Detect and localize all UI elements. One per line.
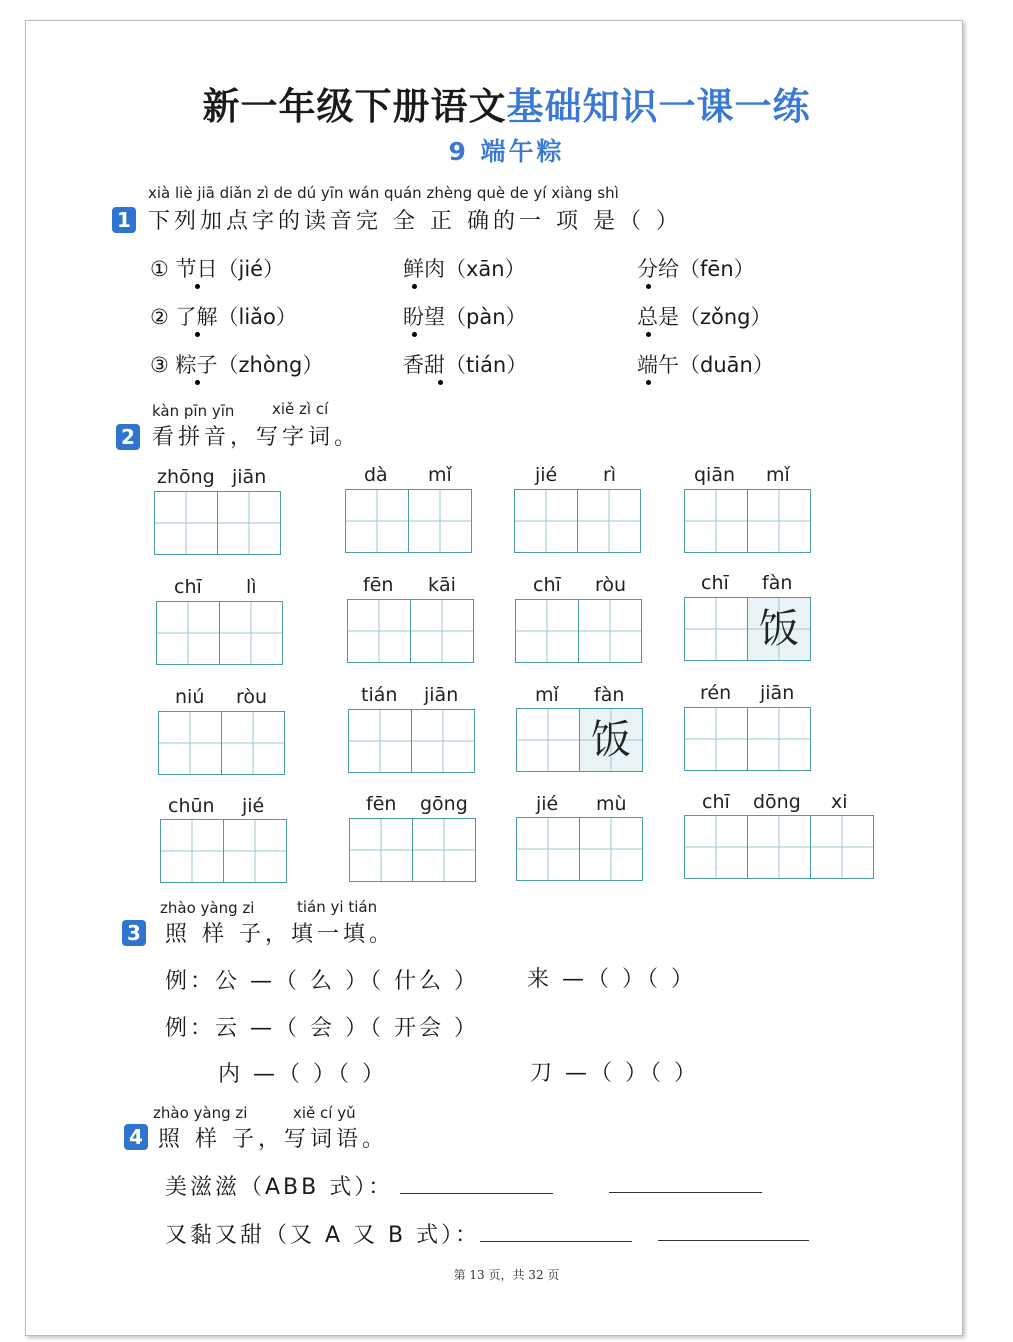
writing-cell[interactable]	[684, 489, 748, 553]
q3-blank-dao[interactable]: 刀 —（ ）（ ）	[530, 1061, 699, 1086]
q1-option-2-b: 盼望（pàn）	[403, 305, 527, 329]
word-pinyin: mǐ	[766, 464, 790, 486]
word-pinyin: fēn	[366, 793, 397, 815]
page-number: 第 13 页，共 32 页	[453, 1268, 560, 1282]
writing-cell[interactable]	[747, 707, 811, 771]
q3-example-2: 例：云 —（ 会 ）（ 开会 ）	[165, 1016, 479, 1041]
q2-pinyin-1: kàn pīn yīn	[152, 402, 235, 420]
q4-pinyin-2: xiě cí yǔ	[293, 1104, 356, 1122]
word-pinyin: mǐ	[428, 464, 452, 486]
q4-pinyin-1: zhào yàng zi	[153, 1104, 248, 1122]
writing-grid[interactable]	[684, 815, 872, 879]
q3-pinyin-2: tián yi tián	[297, 898, 378, 916]
word-pinyin: qiān	[694, 464, 736, 486]
word-pinyin: xi	[831, 791, 848, 813]
writing-cell[interactable]	[349, 818, 413, 882]
word-pinyin: rì	[603, 464, 617, 486]
word-pinyin: rén	[700, 682, 732, 704]
writing-grid[interactable]	[156, 601, 282, 665]
word-pinyin: fēn	[363, 574, 394, 596]
writing-cell[interactable]	[684, 597, 748, 661]
writing-grid[interactable]	[515, 599, 641, 663]
writing-grid[interactable]	[349, 818, 475, 882]
q1-option-1-b: 鲜肉（xān）	[403, 257, 526, 281]
writing-grid[interactable]	[160, 819, 286, 883]
q4-item-abb: 美滋滋（ABB 式）：	[165, 1175, 394, 1200]
writing-cell[interactable]	[515, 599, 579, 663]
q4-question: 照 样 子，写词语。	[158, 1127, 388, 1152]
writing-grid[interactable]	[684, 489, 810, 553]
writing-grid[interactable]	[158, 711, 284, 775]
q1-option-3-c: 端午（duān）	[637, 353, 774, 377]
q3-blank-nei[interactable]: 内 —（ ）（ ）	[218, 1062, 387, 1087]
word-pinyin: niú	[175, 686, 205, 708]
writing-cell[interactable]	[684, 707, 748, 771]
writing-cell[interactable]	[345, 489, 409, 553]
word-pinyin: chī	[174, 576, 202, 598]
writing-cell[interactable]	[514, 489, 578, 553]
writing-grid[interactable]	[684, 707, 810, 771]
word-pinyin: dà	[364, 464, 388, 486]
writing-cell-prefilled: 饭	[747, 597, 811, 661]
q4-item-aabb: 又黏又甜（又 A 又 B 式）：	[165, 1223, 481, 1248]
emphasis-dot	[412, 332, 417, 337]
writing-cell[interactable]	[154, 491, 218, 555]
word-pinyin: mǐ	[535, 684, 559, 706]
emphasis-dot	[646, 332, 651, 337]
answer-line[interactable]	[658, 1240, 809, 1241]
word-pinyin: ròu	[595, 574, 627, 596]
writing-cell[interactable]	[408, 489, 472, 553]
q1-number-badge: 1	[112, 207, 136, 233]
q1-option-2-a: ② 了解（liǎo）	[150, 305, 297, 329]
emphasis-dot	[195, 332, 200, 337]
word-pinyin: dōng	[753, 791, 801, 813]
emphasis-dot	[412, 284, 417, 289]
writing-cell[interactable]	[160, 819, 224, 883]
q1-option-1-a: ① 节日（jié）	[150, 257, 285, 281]
q2-question: 看拼音，写字词。	[152, 425, 361, 450]
writing-cell[interactable]	[223, 819, 287, 883]
word-pinyin: tián	[361, 684, 398, 706]
word-pinyin: jié	[242, 795, 265, 817]
word-pinyin: mù	[596, 793, 627, 815]
q3-pinyin-1: zhào yàng zi	[160, 899, 255, 917]
word-pinyin: jié	[536, 793, 559, 815]
writing-cell[interactable]	[578, 599, 642, 663]
page-title: 新一年级下册语文基础知识一课一练	[202, 85, 811, 128]
writing-grid[interactable]	[345, 489, 471, 553]
q3-blank-lai[interactable]: 来 —（ ）（ ）	[527, 967, 696, 992]
word-pinyin: zhōng	[157, 466, 215, 488]
emphasis-dot	[195, 380, 200, 385]
writing-cell[interactable]	[410, 599, 474, 663]
emphasis-dot	[646, 380, 651, 385]
word-pinyin: jiān	[760, 682, 795, 704]
word-pinyin: fàn	[594, 684, 625, 706]
writing-cell[interactable]	[219, 601, 283, 665]
word-pinyin: chī	[701, 572, 729, 594]
writing-cell[interactable]	[577, 489, 641, 553]
answer-line[interactable]	[609, 1192, 762, 1193]
writing-cell-prefilled: 饭	[579, 708, 643, 772]
answer-line[interactable]	[480, 1241, 632, 1242]
writing-grid[interactable]	[347, 599, 473, 663]
q3-example-1: 例：公 —（ 么 ）（ 什么 ）	[165, 969, 479, 994]
q1-option-3-a: ③ 粽子（zhòng）	[150, 353, 324, 377]
writing-cell[interactable]	[516, 817, 580, 881]
writing-grid[interactable]	[684, 597, 810, 661]
writing-grid[interactable]	[154, 491, 280, 555]
writing-cell[interactable]	[412, 818, 476, 882]
word-pinyin: ròu	[236, 686, 268, 708]
writing-cell[interactable]	[217, 491, 281, 555]
word-pinyin: chūn	[168, 795, 215, 817]
word-pinyin: jiān	[424, 684, 459, 706]
writing-grid[interactable]	[516, 817, 642, 881]
writing-cell[interactable]	[747, 489, 811, 553]
emphasis-dot	[646, 284, 651, 289]
writing-grid[interactable]	[514, 489, 640, 553]
word-pinyin: gōng	[420, 793, 468, 815]
writing-cell[interactable]	[156, 601, 220, 665]
word-pinyin: jiān	[232, 466, 267, 488]
q2-number-badge: 2	[116, 424, 140, 450]
writing-cell[interactable]	[516, 708, 580, 772]
q2-pinyin-2: xiě zì cí	[272, 400, 329, 418]
writing-grid[interactable]	[348, 709, 474, 773]
q3-question: 照 样 子，填一填。	[165, 922, 395, 947]
q1-option-2-c: 总是（zǒng）	[637, 305, 772, 329]
q1-question: 下列加点字的读音完 全 正 确的一 项 是（ ）	[148, 209, 682, 234]
word-pinyin: chī	[533, 574, 561, 596]
q1-option-3-b: 香甜（tián）	[403, 353, 528, 377]
writing-cell[interactable]	[348, 709, 412, 773]
writing-cell[interactable]	[221, 711, 285, 775]
emphasis-dot	[195, 284, 200, 289]
word-pinyin: jié	[535, 464, 558, 486]
writing-cell[interactable]	[347, 599, 411, 663]
q3-number-badge: 3	[122, 920, 146, 946]
writing-cell[interactable]	[579, 817, 643, 881]
q4-number-badge: 4	[124, 1124, 148, 1150]
q1-pinyin: xià liè jiā diǎn zì de dú yīn wán quán zhèng què de yí xiàng shì	[148, 184, 619, 202]
word-pinyin: chī	[702, 791, 730, 813]
word-pinyin: kāi	[428, 574, 456, 596]
answer-line[interactable]	[400, 1193, 553, 1194]
emphasis-dot	[438, 380, 443, 385]
word-pinyin: fàn	[762, 572, 793, 594]
writing-cell[interactable]	[158, 711, 222, 775]
q1-option-1-c: 分给（fēn）	[637, 257, 755, 281]
lesson-subtitle: 9 端午粽	[448, 137, 565, 166]
writing-cell[interactable]	[810, 815, 874, 879]
writing-cell[interactable]	[411, 709, 475, 773]
writing-cell[interactable]	[747, 815, 811, 879]
word-pinyin: lì	[246, 576, 257, 598]
writing-grid[interactable]	[516, 708, 642, 772]
writing-cell[interactable]	[684, 815, 748, 879]
